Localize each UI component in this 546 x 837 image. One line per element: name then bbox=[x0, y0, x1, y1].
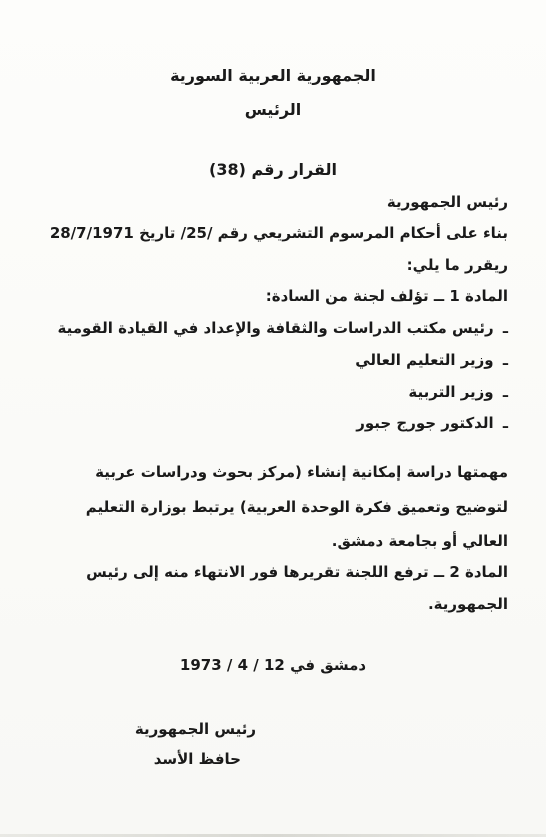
list-bullet: ـ bbox=[502, 414, 508, 432]
member-item bbox=[408, 382, 508, 402]
committee-task-line: لتوضيح وتعميق فكرة الوحدة العربية) يرتبط بوزارة التعليم bbox=[85, 498, 508, 516]
date-line: دمشق في 12 / 4 / 1973 bbox=[179, 656, 367, 674]
member-name: رئيس مكتب الدراسات والثقافة والإعداد في القيادة القومية bbox=[57, 319, 494, 337]
signature-title: رئيس الجمهورية bbox=[134, 720, 256, 738]
member-item bbox=[57, 318, 508, 338]
decree-basis: بناء على أحكام المرسوم التشريعي رقم /25/ تاريخ 28/7/1971 bbox=[49, 224, 508, 242]
decree-title: القرار رقم (38) bbox=[209, 160, 337, 179]
committee-task-line: مهمتها دراسة إمكانية إنشاء (مركز بحوث ودراسات عربية bbox=[95, 463, 508, 481]
decree-decides: ريقرر ما يلي: bbox=[406, 256, 508, 274]
member-item bbox=[355, 350, 508, 370]
committee-task-line: العالي أو بجامعة دمشق. bbox=[331, 532, 508, 550]
member-item bbox=[356, 413, 508, 433]
article-2-line: المادة 2 ــ ترفع اللجنة تقريرها فور الانتهاء منه إلى رئيس bbox=[86, 563, 508, 581]
article-1-heading: المادة 1 ــ تؤلف لجنة من السادة: bbox=[265, 287, 508, 305]
state-name-heading: الجمهورية العربية السورية bbox=[170, 66, 376, 85]
member-name: وزير التعليم العالي bbox=[355, 351, 494, 369]
list-bullet: ـ bbox=[502, 319, 508, 337]
list-bullet: ـ bbox=[502, 383, 508, 401]
member-name: الدكتور جورج جبور bbox=[356, 414, 494, 432]
decree-issuer: رئيس الجمهورية bbox=[386, 193, 508, 211]
article-2-line: الجمهورية. bbox=[427, 595, 508, 613]
list-bullet: ـ bbox=[502, 351, 508, 369]
office-heading: الرئيس bbox=[244, 100, 302, 119]
member-name: وزير التربية bbox=[408, 383, 494, 401]
signature-name: حافظ الأسد bbox=[153, 750, 241, 768]
